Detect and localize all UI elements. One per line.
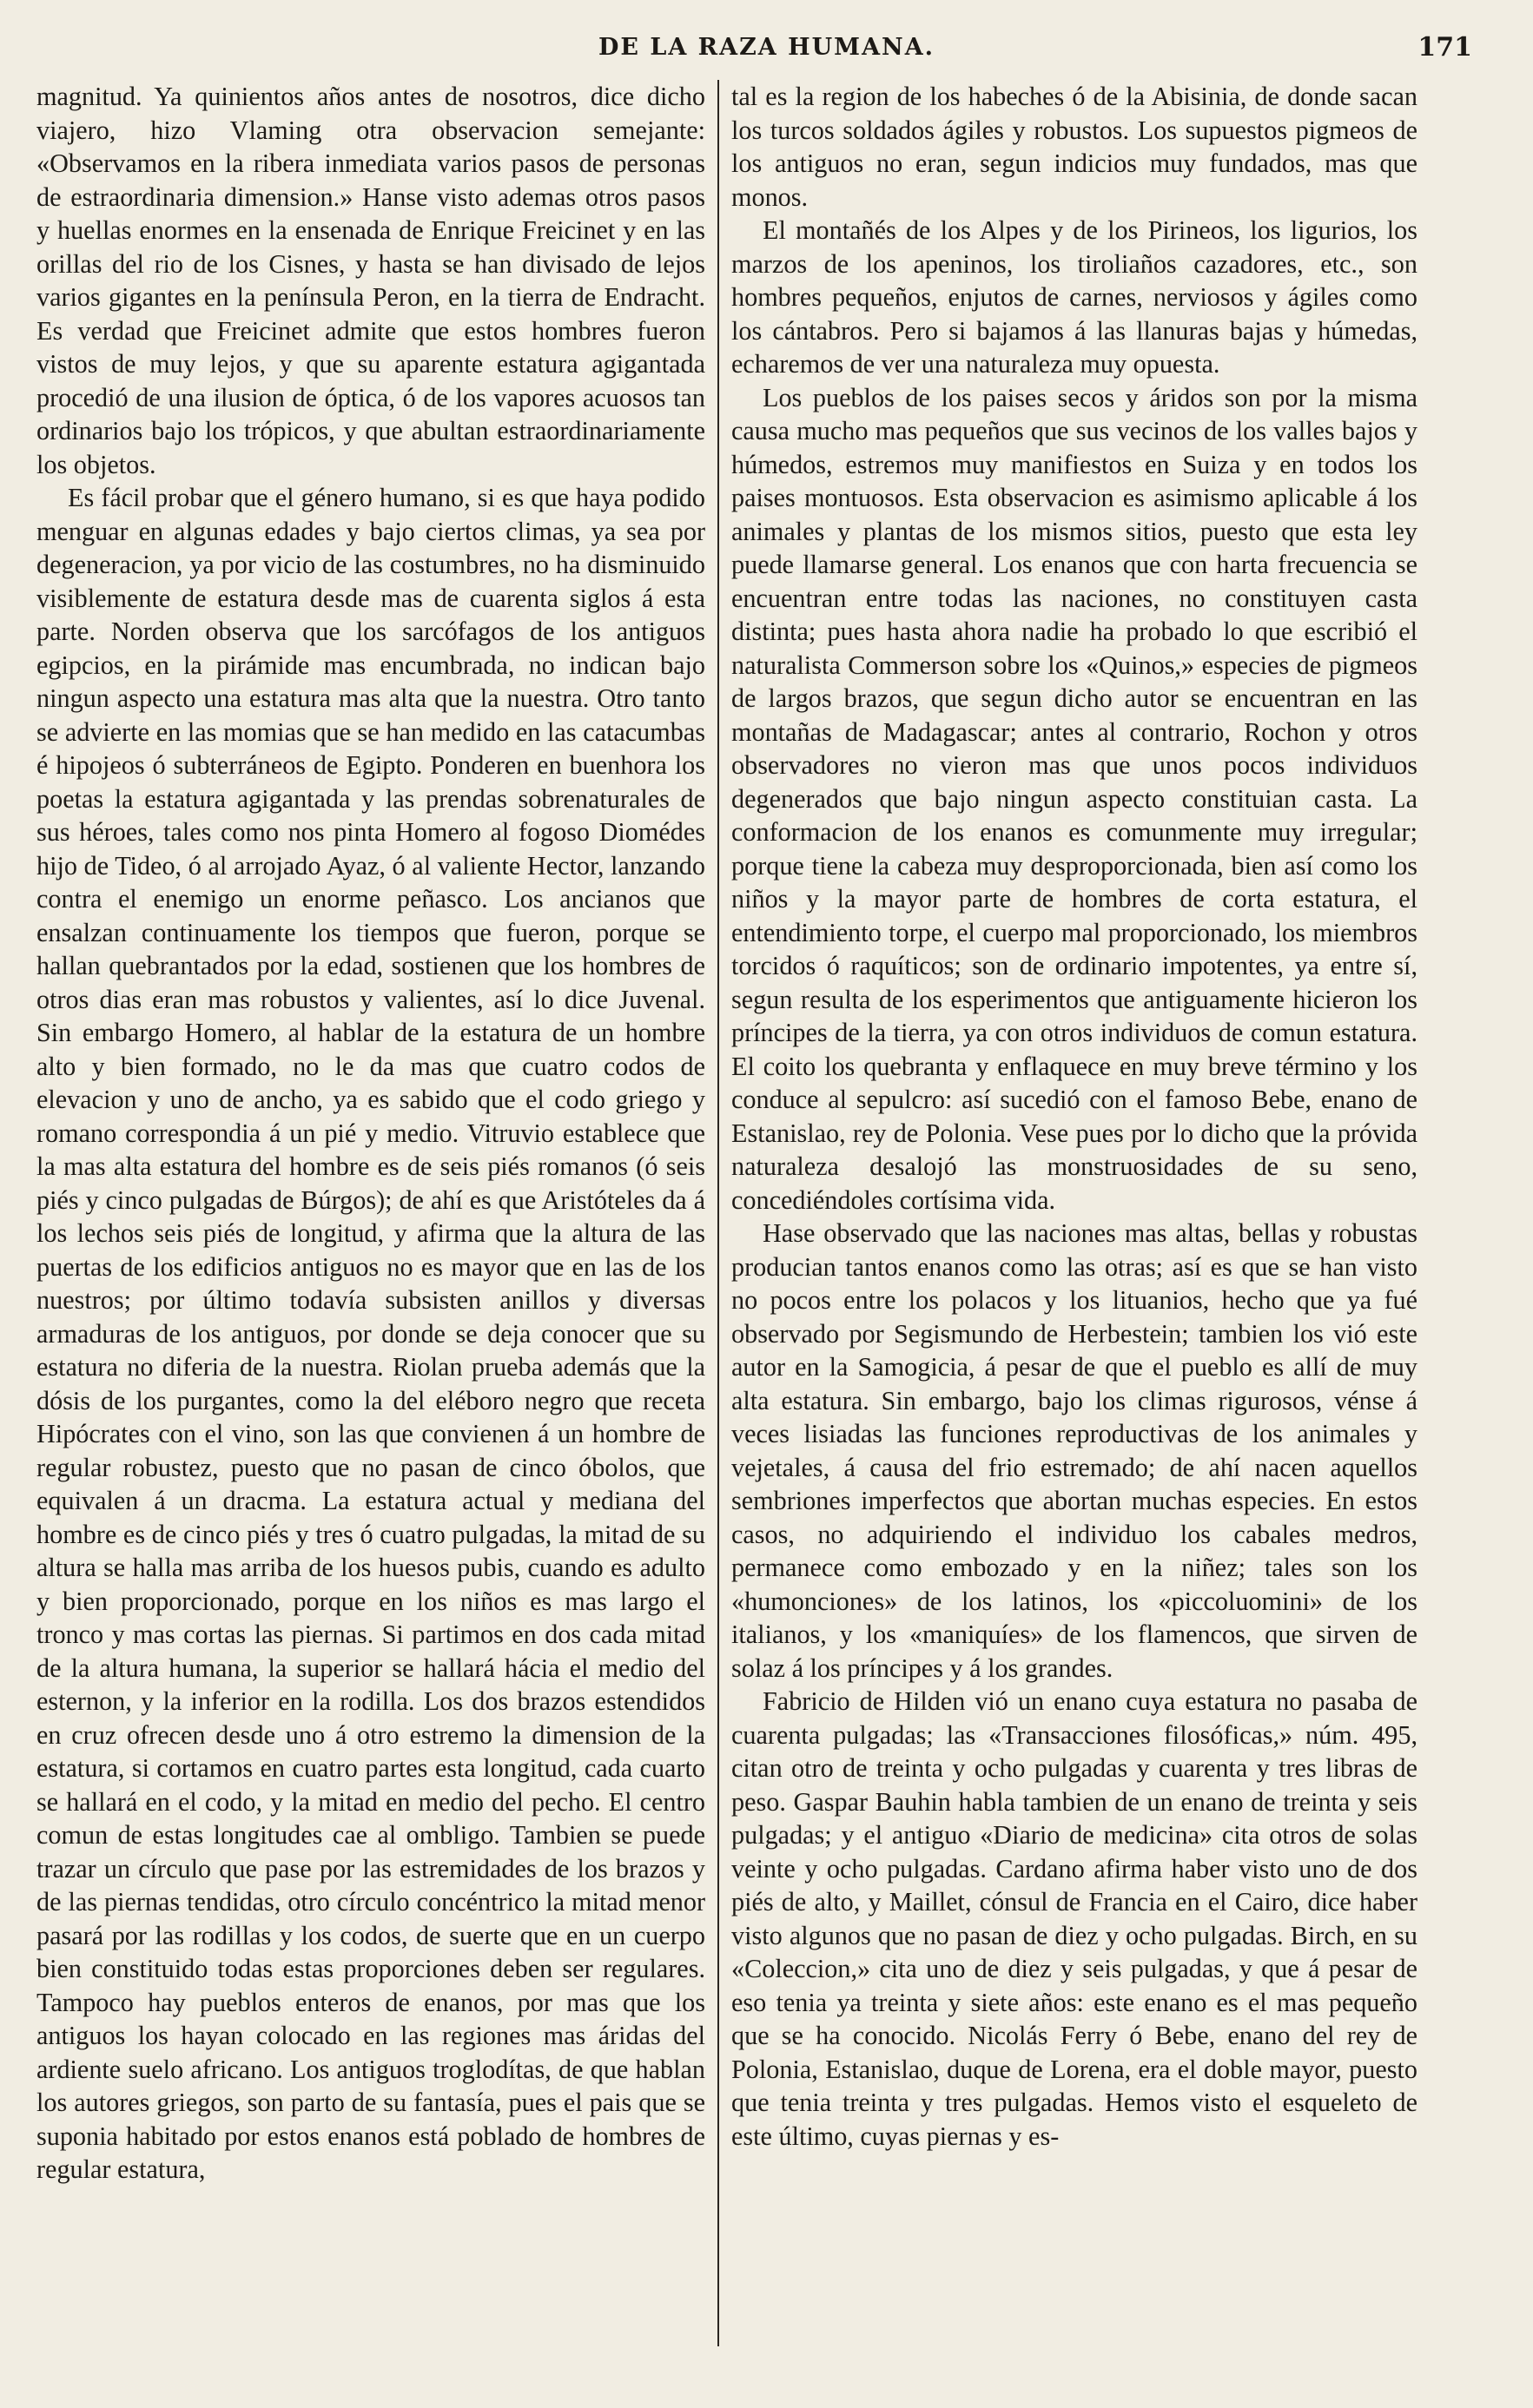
paragraph: Los pueblos de los paises secos y áridos son por la misma causa mucho mas pequeños que sus vecinos de los valles bajos y húmedos, estremos muy manifiestos en Suiza y en todos los paises montuosos. Esta observacion es asimismo aplicable á los animales y plantas de los mismos sitios, puesto que esta ley puede llamarse general. Los enanos que con harta frecuencia se encuentran entre todas las naciones, no constituyen casta distinta; pues hasta ahora nadie ha probado lo que escribió el naturalista Commerson sobre los «Quinos,» especies de pigmeos de largos brazos, que segun dicho autor se encuentran en las montañas de Madagascar; antes al contrario, Rochon y otros observadores no vieron mas que unos pocos individuos degenerados que bajo ningun aspecto constituian casta. La conformacion de los enanos es comunmente muy irregular; porque tiene la cabeza muy desproporcionada, bien así como los niños y la mayor parte de hombres de corta estatura, el entendimiento torpe, el cuerpo mal proporcionado, los miembros torcidos ó raquíticos; son de ordinario impotentes, ya entre sí, segun resulta de los esperimentos que antiguamente hicieron los príncipes de la tierra, ya con otros individuos de comun estatura. El coito los quebranta y enflaquece en muy breve término y los conduce al sepulcro: así sucedió con el famoso Bebe, enano de Estanislao, rey de Polonia. Vese pues por lo dicho que la próvida naturaleza desalojó las monstruosidades de su seno, concediéndoles cortísima vida.	[731, 382, 1417, 1215]
paragraph: magnitud. Ya quinientos años antes de nosotros, dice dicho viajero, hizo Vlaming otra observacion semejante: «Observamos en la ribera inmediata varios pasos de personas de estraordinaria dimension.» Hanse visto ademas otros pasos y huellas enormes en la ensenada de Enrique Freicinet y en las orillas del rio de los Cisnes, y hasta se han divisado de lejos varios gigantes en la península Peron, en la tierra de Endracht. Es verdad que Freicinet admite que estos hombres fueron vistos de muy lejos, y que su aparente estatura agigantada procedió de una ilusion de óptica, ó de los vapores acuosos tan ordinarios bajo los trópicos, y que abultan estraordinariamente los objetos.	[36, 82, 705, 479]
right-column	[731, 80, 1417, 2153]
paragraph: Hase observado que las naciones mas altas, bellas y robustas producian tantos enanos como las otras; así es que se han visto no pocos entre los polacos y los lituanios, hecho que ya fué observado por Segismundo de Herbestein; tambien los vió este autor en la Samogicia, á pesar de que el pueblo es allí de muy alta estatura. Sin embargo, bajo los climas rigurosos, vénse á veces lisiadas las funciones reproductivas de los animales y vejetales, á causa del frio estremado; de ahí nacen aquellos sembriones imperfectos que abortan muchas especies. En estos casos, no adquiriendo el individuo los cabales medros, permanece como embozado y en la niñez; tales son los «humonciones» de los latinos, los «piccoluomini» de los italianos, y los «maniquíes» de los flamencos, que sirven de solaz á los príncipes y á los grandes.	[731, 1218, 1417, 1683]
paragraph: Es fácil probar que el género humano, si es que haya podido menguar en algunas edades y bajo ciertos climas, ya sea por degeneracion, ya por vicio de las costumbres, no ha disminuido visiblemente de estatura desde mas de cuarenta siglos á esta parte. Norden observa que los sarcófagos de los antiguos egipcios, en la pirámide mas encumbrada, no indican bajo ningun aspecto una estatura mas alta que la nuestra. Otro tanto se advierte en las momias que se han medido en las catacumbas é hipojeos ó subterráneos de Egipto. Ponderen en buenhora los poetas la estatura agigantada y las prendas sobrenaturales de sus héroes, tales como nos pinta Homero al fogoso Diomédes hijo de Tideo, ó al arrojado Ayaz, ó al valiente Hector, lanzando contra el enemigo un enorme peñasco. Los ancianos que ensalzan continuamente los tiempos que fueron, porque se hallan quebrantados por la edad, sostienen que los hombres de otros dias eran mas robustos y valientes, así lo dice Juvenal. Sin embargo Homero, al hablar de la estatura de un hombre alto y bien formado, no le da mas que cuatro codos de elevacion y uno de ancho, ya es sabido que el codo griego y romano correspondia á un pié y medio. Vitruvio establece que la mas alta estatura del hombre es de seis piés romanos (ó seis piés y cinco pulgadas de Búrgos); de ahí es que Aristóteles da á los lechos seis piés de longitud, y afirma que la altura de las puertas de los edificios antiguos no es mayor que en las de los nuestros; por último todavía subsisten anillos y diversas armaduras de los antiguos, por donde se deja conocer que su estatura no diferia de la nuestra. Riolan prueba además que la dósis de los purgantes, como la del eléboro negro que receta Hipócrates con el vino, son las que convienen á un hombre de regular robustez, puesto que no pasan de cinco óbolos, que equivalen á un dracma. La estatura actual y mediana del hombre es de cinco piés y tres ó cuatro pulgadas, la mitad de su altura se halla mas arriba de los huesos pubis, cuando es adulto y bien proporcionado, porque en los niños es mas largo el tronco y mas cortas las piernas. Si partimos en dos cada mitad de la altura humana, la superior se hallará hácia el medio del esternon, y la inferior en la rodilla. Los dos brazos estendidos en cruz ofrecen desde uno á otro estremo la dimension de la estatura, si cortamos en cuatro partes esta longitud, cada cuarto se hallará en el codo, y la mitad en medio del pecho. El centro comun de estas longitudes cae al ombligo. Tambien se puede trazar un círculo que pase por las estremidades de los brazos y de las piernas tendidas, otro círculo concéntrico la mitad menor pasará por las rodillas y los codos, de suerte que en un cuerpo bien constituido todas estas proporciones deben ser regulares. Tampoco hay pueblos enteros de enanos, por mas que los antiguos los hayan colocado en las regiones mas áridas del ardiente suelo africano. Los antiguos troglodítas, de que hablan los autores griegos, son parto de su fantasía, pues el pais que se suponia habitado por estos enanos está poblado de hombres de regular estatura,	[36, 483, 705, 2184]
running-head	[35, 26, 1498, 69]
paragraph: El montañés de los Alpes y de los Pirineos, los ligurios, los marzos de los apeninos, los tiroliaños cazadores, etc., son hombres pequeños, enjutos de carnes, nerviosos y ágiles como los cántabros. Pero si bajamos á las llanuras bajas y húmedas, echaremos de ver una naturaleza muy opuesta.	[731, 215, 1417, 379]
column-rule	[717, 80, 719, 2346]
left-column	[36, 80, 705, 2187]
paragraph: tal es la region de los habeches ó de la Abisinia, de donde sacan los turcos soldados ágiles y robustos. Los supuestos pigmeos de los antiguos no eran, segun indicios muy fundados, mas que monos.	[731, 82, 1417, 212]
paragraph: Fabricio de Hilden vió un enano cuya estatura no pasaba de cuarenta pulgadas; las «Transacciones filosóficas,» núm. 495, citan otro de treinta y ocho pulgadas y cuarenta y tres libras de peso. Gaspar Bauhin habla tambien de un enano de treinta y seis pulgadas; y el antiguo «Diario de medicina» cita otros de solas veinte y ocho pulgadas. Cardano afirma haber visto uno de dos piés de alto, y Maillet, cónsul de Francia en el Cairo, dice haber visto algunos que no pasan de diez y ocho pulgadas. Birch, en su «Coleccion,» cita uno de diez y seis pulgadas, y que á pesar de eso tenia ya treinta y siete años: este enano es el mas pequeño que se ha conocido. Nicolás Ferry ó Bebe, enano del rey de Polonia, Estanislao, duque de Lorena, era el doble mayor, puesto que tenia treinta y tres pulgadas. Hemos visto el esqueleto de este último, cuyas piernas y es-	[731, 1686, 1417, 2151]
page-number: 171	[1417, 32, 1472, 63]
chapter-title: DE LA RAZA HUMANA.	[598, 34, 935, 61]
